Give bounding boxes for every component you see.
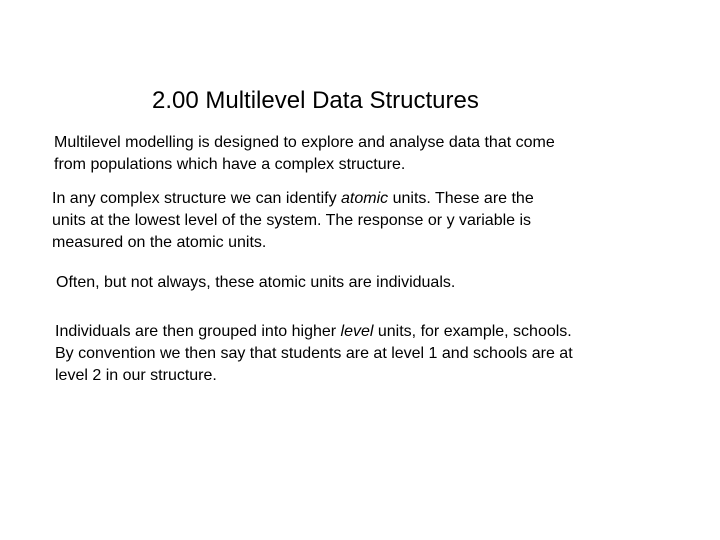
paragraph-text: In any complex structure we can identify <box>52 190 342 207</box>
paragraph-individuals <box>56 272 666 294</box>
paragraph-line: Multilevel modelling is designed to explore and analyse data that come <box>54 134 555 151</box>
paragraph-multilevel-modelling <box>54 132 664 176</box>
paragraph-line: from populations which have a complex structure. <box>54 156 406 173</box>
paragraph-text: units. These are the <box>388 190 534 207</box>
paragraph-grouping <box>55 321 675 387</box>
paragraph-line: By convention we then say that students are at level 1 and schools are at <box>55 345 573 362</box>
paragraph-line: units at the lowest level of the system. The response or y variable is <box>52 212 532 229</box>
emphasis-atomic: atomic <box>341 190 389 207</box>
paragraph-atomic-units <box>52 188 662 254</box>
paragraph-line: level 2 in our structure. <box>55 367 217 384</box>
paragraph-line: measured on the atomic units. <box>52 234 267 251</box>
paragraph-text: units, for example, schools. <box>373 323 572 340</box>
paragraph-text: Individuals are then grouped into higher <box>55 323 341 340</box>
emphasis-level: level <box>340 323 374 340</box>
paragraph-line: Often, but not always, these atomic units are individuals. <box>56 274 456 291</box>
slide-title: 2.00 Multilevel Data Structures <box>152 87 479 114</box>
